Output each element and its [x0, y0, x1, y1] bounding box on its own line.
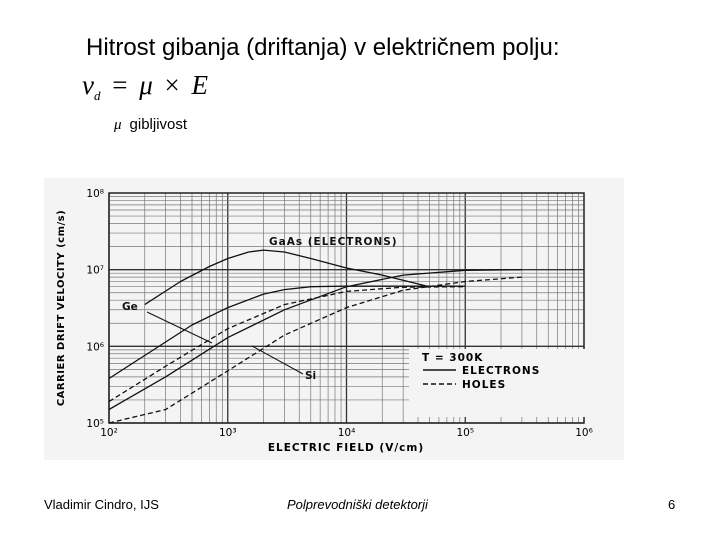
- mobility-note: [114, 116, 187, 134]
- legend-electrons-label: ELECTRONS: [462, 365, 541, 377]
- mobility-label: gibljivost: [129, 116, 188, 133]
- formula-equals: =: [112, 70, 128, 100]
- page-number: 6: [668, 497, 676, 512]
- formula-v: v: [82, 70, 94, 100]
- x-tick-label: 10⁶: [575, 427, 593, 439]
- x-tick-label: 10²: [100, 427, 118, 439]
- formula-times: ×: [164, 70, 180, 100]
- y-tick-label: 10⁶: [86, 341, 104, 354]
- gaas-annotation: GaAs (ELECTRONS): [269, 236, 398, 248]
- drift-velocity-chart: [44, 178, 624, 460]
- mu-symbol: μ: [114, 117, 122, 133]
- footer-course: Polprevodniški detektorji: [287, 497, 428, 512]
- y-tick-label: 10⁸: [86, 188, 104, 200]
- formula-e: E: [191, 70, 209, 100]
- formula-subscript-d: d: [93, 88, 101, 103]
- drift-velocity-formula: [82, 70, 208, 101]
- footer-author: Vladimir Cindro, IJS: [44, 497, 159, 512]
- x-axis-label: ELECTRIC FIELD (V/cm): [267, 442, 425, 454]
- x-tick-label: 10⁵: [456, 427, 475, 439]
- ge-annotation: Ge: [122, 301, 138, 313]
- legend-holes-label: HOLES: [462, 379, 507, 391]
- legend: [409, 349, 589, 417]
- y-tick-label: 10⁷: [86, 264, 104, 277]
- formula-mu: μ: [139, 70, 153, 100]
- legend-header: T = 300K: [422, 352, 484, 364]
- si-annotation: Si: [305, 370, 317, 382]
- y-tick-label: 10⁵: [86, 418, 104, 430]
- slide-title: Hitrost gibanja (driftanja) v električnem polju:: [86, 34, 560, 61]
- y-axis-label: CARRIER DRIFT VELOCITY (cm/s): [56, 209, 67, 407]
- x-tick-label: 10³: [218, 427, 237, 439]
- x-tick-label: 10⁴: [337, 427, 356, 439]
